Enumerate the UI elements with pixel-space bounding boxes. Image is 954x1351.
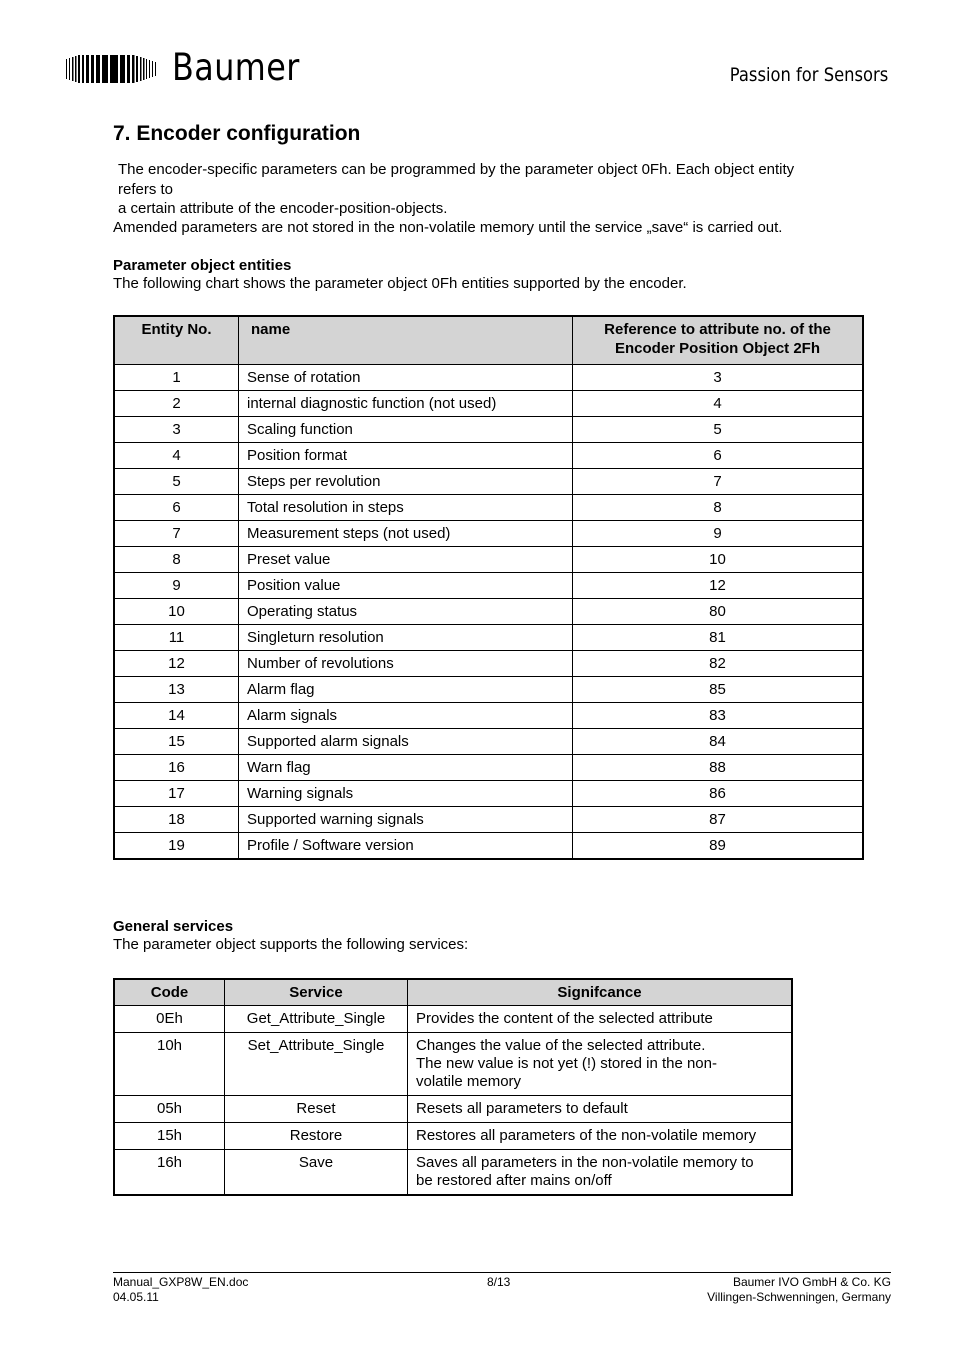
attribute-reference-cell: 6 (573, 443, 864, 469)
table-row (114, 651, 863, 677)
service-name-cell: Restore (225, 1123, 408, 1150)
table-row (114, 625, 863, 651)
footer-company: Baumer IVO GmbH & Co. KG (732, 1275, 891, 1289)
entity-name-cell: Measurement steps (not used) (239, 521, 573, 547)
entity-name-cell: Supported alarm signals (239, 729, 573, 755)
entity-number-cell: 4 (114, 443, 239, 469)
entity-number-cell: 19 (114, 833, 239, 860)
entity-number-cell: 11 (114, 625, 239, 651)
attribute-reference-cell: 87 (573, 807, 864, 833)
table-row (114, 1033, 792, 1096)
entity-number-cell: 17 (114, 781, 239, 807)
footer-divider (113, 1272, 891, 1273)
table-row (114, 417, 863, 443)
table-header-row (114, 979, 792, 1006)
service-name-cell: Get_Attribute_Single (225, 1006, 408, 1033)
service-name-cell: Reset (225, 1096, 408, 1123)
service-name-cell: Set_Attribute_Single (225, 1033, 408, 1096)
service-significance-cell: Restores all parameters of the non-volatile memory (408, 1123, 793, 1150)
entity-name-cell: Supported warning signals (239, 807, 573, 833)
footer-page-number: 8/13 (487, 1275, 511, 1289)
service-code-cell: 15h (114, 1123, 225, 1150)
attribute-reference-cell: 12 (573, 573, 864, 599)
attribute-reference-cell: 86 (573, 781, 864, 807)
entity-name-cell: Sense of rotation (239, 365, 573, 391)
attribute-reference-cell: 4 (573, 391, 864, 417)
entity-name-cell: Warning signals (239, 781, 573, 807)
table-row (114, 521, 863, 547)
column-header-service: Service (225, 979, 408, 1006)
entity-number-cell: 9 (114, 573, 239, 599)
entity-name-cell: Warn flag (239, 755, 573, 781)
tagline: Passion for Sensors (729, 64, 888, 86)
attribute-reference-cell: 83 (573, 703, 864, 729)
entity-name-cell: Number of revolutions (239, 651, 573, 677)
table-row (114, 391, 863, 417)
intro-line-2: refers to (118, 181, 174, 198)
attribute-reference-cell: 7 (573, 469, 864, 495)
entity-number-cell: 10 (114, 599, 239, 625)
table-row (114, 703, 863, 729)
entity-name-cell: Scaling function (239, 417, 573, 443)
attribute-reference-cell: 85 (573, 677, 864, 703)
entity-number-cell: 3 (114, 417, 239, 443)
entity-number-cell: 2 (114, 391, 239, 417)
logo-bars-icon (66, 55, 158, 83)
table-row (114, 1096, 792, 1123)
entity-name-cell: internal diagnostic function (not used) (239, 391, 573, 417)
footer-filename: Manual_GXP8W_EN.doc (113, 1275, 249, 1289)
entity-number-cell: 6 (114, 495, 239, 521)
table-row (114, 729, 863, 755)
services-description: The parameter object supports the following services: (113, 936, 469, 953)
table-row (114, 469, 863, 495)
entities-table (113, 315, 864, 860)
entity-name-cell: Position format (239, 443, 573, 469)
table-row (114, 1123, 792, 1150)
attribute-reference-cell: 82 (573, 651, 864, 677)
table-row (114, 365, 863, 391)
entity-number-cell: 13 (114, 677, 239, 703)
table-row (114, 677, 863, 703)
entity-number-cell: 5 (114, 469, 239, 495)
entity-name-cell: Operating status (239, 599, 573, 625)
entity-number-cell: 16 (114, 755, 239, 781)
table-row (114, 755, 863, 781)
entity-number-cell: 12 (114, 651, 239, 677)
table-row (114, 781, 863, 807)
entity-name-cell: Alarm flag (239, 677, 573, 703)
entity-name-cell: Singleturn resolution (239, 625, 573, 651)
service-code-cell: 10h (114, 1033, 225, 1096)
entities-heading: Parameter object entities (113, 257, 292, 274)
intro-line-3: a certain attribute of the encoder-position-objects. (118, 200, 448, 217)
footer-location: Villingen-Schwenningen, Germany (707, 1290, 891, 1304)
page-title: 7. Encoder configuration (113, 122, 361, 145)
column-header-name: name (239, 316, 573, 365)
service-significance-cell: Provides the content of the selected attribute (408, 1006, 793, 1033)
service-name-cell: Save (225, 1150, 408, 1196)
attribute-reference-cell: 3 (573, 365, 864, 391)
entity-name-cell: Preset value (239, 547, 573, 573)
entity-name-cell: Alarm signals (239, 703, 573, 729)
attribute-reference-cell: 81 (573, 625, 864, 651)
table-row (114, 573, 863, 599)
table-row (114, 599, 863, 625)
service-code-cell: 16h (114, 1150, 225, 1196)
table-row (114, 495, 863, 521)
column-header-code: Code (114, 979, 225, 1006)
logo-text: Baumer (172, 46, 300, 89)
footer-date: 04.05.11 (113, 1290, 159, 1304)
attribute-reference-cell: 8 (573, 495, 864, 521)
attribute-reference-cell: 9 (573, 521, 864, 547)
service-code-cell: 0Eh (114, 1006, 225, 1033)
entity-name-cell: Position value (239, 573, 573, 599)
column-header-reference: Reference to attribute no. of the Encoder Position Object 2Fh (573, 316, 864, 365)
attribute-reference-cell: 80 (573, 599, 864, 625)
table-row (114, 547, 863, 573)
entity-number-cell: 7 (114, 521, 239, 547)
entity-number-cell: 18 (114, 807, 239, 833)
table-row (114, 1006, 792, 1033)
table-row (114, 833, 863, 860)
entity-number-cell: 15 (114, 729, 239, 755)
attribute-reference-cell: 88 (573, 755, 864, 781)
intro-line-4: Amended parameters are not stored in the non-volatile memory until the service „save“ is carried out. (113, 219, 783, 236)
table-row (114, 1150, 792, 1196)
entity-name-cell: Total resolution in steps (239, 495, 573, 521)
service-significance-cell: Saves all parameters in the non-volatile memory to be restored after mains on/off (408, 1150, 793, 1196)
service-code-cell: 05h (114, 1096, 225, 1123)
column-header-significance: Signifcance (408, 979, 793, 1006)
table-row (114, 807, 863, 833)
table-row (114, 443, 863, 469)
entity-number-cell: 8 (114, 547, 239, 573)
entity-number-cell: 14 (114, 703, 239, 729)
baumer-logo (66, 46, 300, 89)
services-heading: General services (113, 918, 234, 935)
attribute-reference-cell: 10 (573, 547, 864, 573)
entity-number-cell: 1 (114, 365, 239, 391)
services-table (113, 978, 793, 1196)
intro-line-1: The encoder-specific parameters can be programmed by the parameter object 0Fh. Each object entity (118, 161, 795, 178)
column-header-entity-no: Entity No. (114, 316, 239, 365)
service-significance-cell: Changes the value of the selected attribute. The new value is not yet (!) stored in the non- volatile memory (408, 1033, 793, 1096)
entity-name-cell: Steps per revolution (239, 469, 573, 495)
service-significance-cell: Resets all parameters to default (408, 1096, 793, 1123)
attribute-reference-cell: 89 (573, 833, 864, 860)
attribute-reference-cell: 84 (573, 729, 864, 755)
table-header-row (114, 316, 863, 365)
attribute-reference-cell: 5 (573, 417, 864, 443)
entities-description: The following chart shows the parameter object 0Fh entities supported by the encoder. (113, 275, 687, 292)
entity-name-cell: Profile / Software version (239, 833, 573, 860)
